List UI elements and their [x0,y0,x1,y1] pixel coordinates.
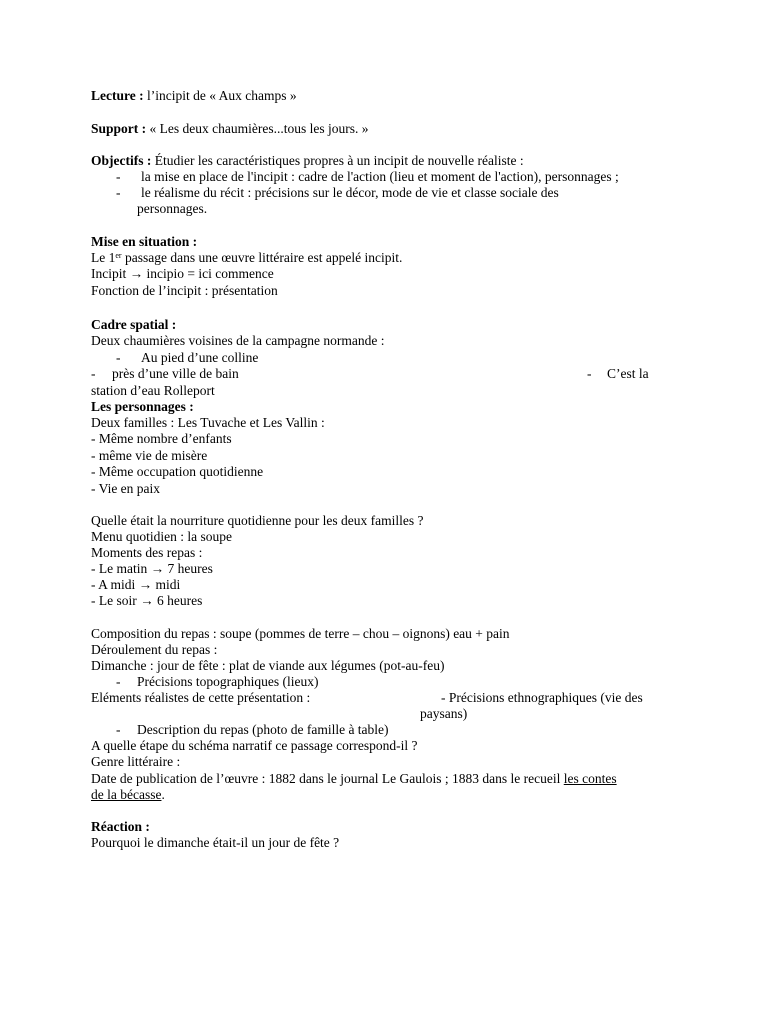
dimanche-line: Dimanche : jour de fête : plat de viande aux légumes (pot-au-feu) [91,658,445,673]
description-item: Description du repas (photo de famille à table) [137,722,389,737]
recueil-title-cont: de la bécasse [91,787,162,802]
support-line: Support : « Les deux chaumières...tous les jours. » [91,121,369,136]
personnages-line-1: Deux familles : Les Tuvache et Les Vallin : [91,415,325,430]
lecture-line: Lecture : l’incipit de « Aux champs » [91,88,297,103]
mise-line-2: Incipit → incipio = ici commence [91,266,274,281]
cadre-item-2: près d’une ville de bain [112,366,239,381]
cadre-dash-3: - [587,366,592,381]
cadre-item-3-cont: station d’eau Rolleport [91,383,215,398]
cadre-dash-2: - [91,366,96,381]
topo-item: Précisions topographiques (lieux) [137,674,319,689]
personnages-heading: Les personnages : [91,399,194,414]
menu-line: Menu quotidien : la soupe [91,529,232,544]
moment-item: - Le soir → 6 heures [91,593,203,608]
objectif-item-2-cont: personnages. [137,201,208,216]
personnages-item: - même vie de misère [91,448,208,463]
mise-heading: Mise en situation : [91,234,198,249]
repas-dash-1: - [116,674,121,689]
reaction-heading: Réaction : [91,819,150,834]
elements-line: Eléments réalistes de cette présentation : [91,690,311,705]
repas-dash-2: - [116,722,121,737]
moments-line: Moments des repas : [91,545,203,560]
personnages-item: - Même nombre d’enfants [91,431,232,446]
ethno-item-cont: paysans) [420,706,468,721]
narratif-question: A quelle étape du schéma narratif ce passage correspond-il ? [91,738,418,753]
composition-line: Composition du repas : soupe (pommes de terre – chou – oignons) eau + pain [91,626,510,641]
personnages-item: - Vie en paix [91,481,161,496]
objectif-item-2: le réalisme du récit : précisions sur le décor, mode de vie et classe sociale des [141,185,559,200]
moment-item: - A midi → midi [91,577,181,592]
objectifs-line: Objectifs : Étudier les caractéristiques propres à un incipit de nouvelle réaliste : [91,153,524,168]
genre-line: Genre littéraire : [91,754,181,769]
objectif-dash-1: - [116,169,121,184]
nourriture-question: Quelle était la nourriture quotidienne pour les deux familles ? [91,513,424,528]
date-line: Date de publication de l’œuvre : 1882 dans le journal Le Gaulois ; 1883 dans le recueil les contes [91,771,617,786]
cadre-item-3: C’est la [607,366,649,381]
ethno-item: - Précisions ethnographiques (vie des [441,690,643,705]
personnages-item: - Même occupation quotidienne [91,464,264,479]
cadre-item-1: Au pied d’une colline [141,350,259,365]
reaction-question: Pourquoi le dimanche était-il un jour de fête ? [91,835,340,850]
date-line-cont: de la bécasse. [91,787,165,802]
cadre-dash-1: - [116,350,121,365]
mise-line-1: Le 1er passage dans une œuvre littéraire est appelé incipit. [91,250,403,265]
cadre-line-1: Deux chaumières voisines de la campagne normande : [91,333,385,348]
deroulement-line: Déroulement du repas : [91,642,218,657]
cadre-heading: Cadre spatial : [91,317,177,332]
moment-item: - Le matin → 7 heures [91,561,213,576]
objectif-item-1: la mise en place de l'incipit : cadre de l'action (lieu et moment de l'action), personnages ; [141,169,619,184]
objectif-dash-2: - [116,185,121,200]
recueil-title: les contes [563,771,617,786]
mise-line-3: Fonction de l’incipit : présentation [91,283,278,298]
